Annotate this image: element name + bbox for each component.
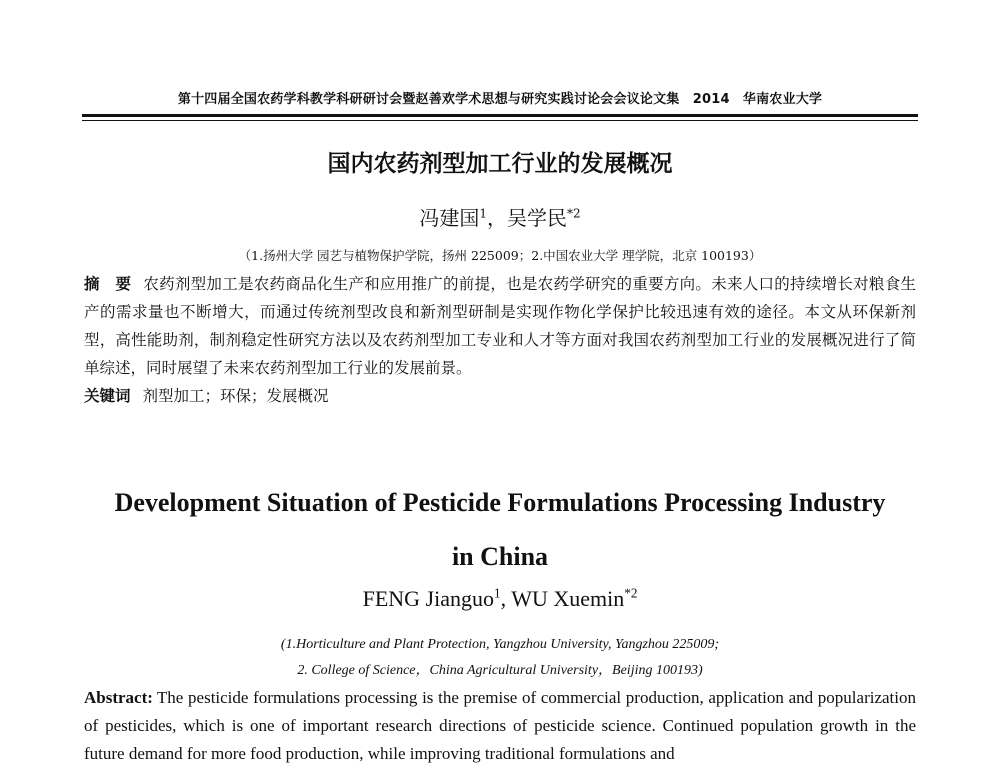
english-title <box>60 476 940 584</box>
english-authors <box>0 586 1000 612</box>
author-separator: ， <box>487 206 507 230</box>
english-title-line: Development Situation of Pesticide Formulations Processing Industry <box>114 488 886 517</box>
abstract-text: 农药剂型加工是农药商品化生产和应用推广的前提，也是农药学研究的重要方向。未来人口的持续增长对粮食生产的需求量也不断增大，而通过传统剂型改良和新剂型研制是实现作物化学保护比较迅速有效的途径。本文从环保新剂型，高性能助剂，制剂稳定性研究方法以及农药剂型加工专业和人才等方面对我国农药剂型加工行业的发展概况进行了简单综述，同时展望了未来农药剂型加工行业的发展前景。 <box>84 275 916 377</box>
english-abstract <box>84 684 916 768</box>
chinese-authors <box>0 202 1000 231</box>
header-rule-thin <box>82 120 918 121</box>
author-superscript: 1 <box>493 585 501 601</box>
header-rule-thick <box>82 114 918 117</box>
author-name: WU Xuemin <box>511 586 625 611</box>
author-superscript: 1 <box>479 206 487 221</box>
english-affiliation <box>0 632 1000 684</box>
chinese-abstract <box>84 270 916 382</box>
chinese-title: 国内农药剂型加工行业的发展概况 <box>327 151 673 177</box>
chinese-keywords <box>84 382 916 410</box>
author-name: 吴学民 <box>507 206 567 230</box>
author-superscript: *2 <box>567 206 581 221</box>
author-superscript: *2 <box>624 585 638 601</box>
author-name: FENG Jianguo <box>362 586 494 611</box>
abstract-text: The pesticide formulations processing is the premise of commercial production, application and popularization of pesticides, which is one of important research directions of pesticide science. Continued population growth in the future demand for more food production, while improving traditional formulations and <box>84 688 916 763</box>
author-name: 冯建国 <box>419 206 480 230</box>
author-separator: , <box>500 586 512 611</box>
running-header: 第十四届全国农药学科教学科研研讨会暨赵善欢学术思想与研究实践讨论会会议论文集 2014 华南农业大学 <box>177 92 823 107</box>
abstract-label: 摘 要 <box>84 275 132 293</box>
affiliation-line: 2. College of Science，China Agricultural University，Beijing 100193) <box>297 663 703 678</box>
english-title-line: in China <box>451 542 549 571</box>
affiliation-line: (1.Horticulture and Plant Protection, Yangzhou University, Yangzhou 225009; <box>280 637 720 652</box>
keywords-text: 剂型加工；环保；发展概况 <box>142 387 329 405</box>
abstract-label: Abstract: <box>84 688 153 707</box>
chinese-affiliation: （1.扬州大学 园艺与植物保护学院，扬州 225009；2.中国农业大学 理学院，北京 100193） <box>238 248 762 263</box>
keywords-label: 关键词 <box>84 387 131 405</box>
